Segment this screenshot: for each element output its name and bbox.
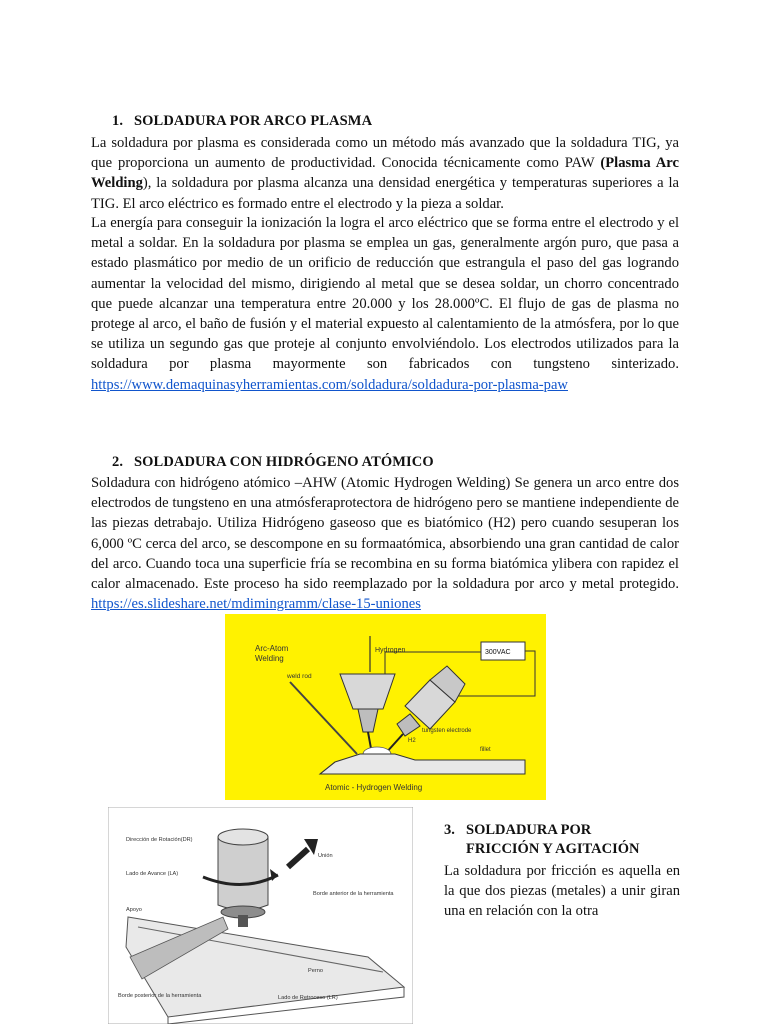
section-2-title: SOLDADURA CON HIDRÓGENO ATÓMICO — [134, 454, 434, 470]
section-1-paragraph-1 — [91, 133, 679, 214]
fig1-weld-rod: weld rod — [287, 673, 312, 680]
fig2-retroceso: Lado de Retroceso (LR) — [278, 995, 338, 1001]
fig1-voltage: 300VAC — [485, 649, 511, 656]
section-2-number: 2. — [112, 454, 124, 470]
section-1-bold-term: (Plasma Arc Welding — [91, 155, 679, 192]
section-1-paragraph-2 — [91, 213, 679, 395]
fig1-h2: H2 — [408, 738, 416, 744]
fig2-borde-anterior: Borde anterior de la herramienta — [313, 891, 394, 897]
fig1-hydrogen: Hydrogen — [375, 647, 406, 654]
section-2-paragraph — [91, 473, 679, 614]
section-3-text: La soldadura por fricción es aquella en la que dos piezas (metales) a unir giran una en relación con la otra — [444, 863, 680, 920]
fig1-title-line1: Arc-Atom — [255, 644, 289, 653]
fig2-apoyo: Apoyo — [126, 907, 142, 913]
fig1-fillet: fillet — [480, 747, 491, 753]
fig2-avance: Lado de Avance (LA) — [126, 871, 179, 877]
section-1-text-b: ), la soldadura por plasma alcanza una densidad energética y temperaturas superiores a la TIG. El arco eléctrico es formado entre el electrodo y la pieza a soldar. — [91, 175, 679, 212]
fig2-perno: Perno — [308, 968, 323, 974]
section-1-title: SOLDADURA POR ARCO PLASMA — [134, 113, 373, 129]
section-3-heading-line2 — [466, 841, 639, 858]
fig1-title-line2: Welding — [255, 654, 284, 663]
section-2-heading — [112, 454, 434, 471]
fig2-rotacion: Dirección de Rotación(DR) — [126, 837, 193, 843]
section-1-source-link[interactable]: https://www.demaquinasyherramientas.com/soldadura/soldadura-por-plasma-paw — [91, 376, 568, 393]
fig2-union: Unión — [318, 853, 333, 859]
fig1-tungsten: tungsten electrode — [422, 728, 472, 734]
section-3-heading — [444, 822, 591, 839]
friction-stir-welding-figure — [108, 807, 413, 1024]
rotating-tool — [218, 837, 268, 910]
fig2-borde-posterior: Borde posterior de la herramienta — [118, 993, 202, 999]
fig1-caption: Atomic - Hydrogen Welding — [325, 783, 423, 792]
atomic-hydrogen-welding-figure — [225, 614, 546, 800]
section-3-title-line2: FRICCIÓN Y AGITACIÓN — [466, 841, 640, 857]
section-2-source-link[interactable]: https://es.slideshare.net/mdimingramm/clase-15-uniones — [91, 596, 421, 613]
section-1-heading — [112, 113, 372, 130]
section-1-text-c: La energía para conseguir la ionización la logra el arco eléctrico que se forma entre el electrodo y el metal a soldar. En la soldadura por plasma se emplea un gas, generalmente argón puro, que pasa a estado plasmático por medio de un orificio de reducción que estrangula el paso del gas logrando aumentar la velocidad del mismo, dirigiendo al metal que se desea soldar, un chorro concentrado que puede alcanzar una temperatura entre 20.000 y los 28.000ºC. El flujo de gas de plasma no protege al arco, el baño de fusión y el material expuesto al calentamiento de la atmósfera, por lo que se utiliza un segundo gas que proteje al conjunto envolviéndolo. Los electrodos utilizados para la soldadura por plasma mayormente son fabricados con tungsteno sinterizado. — [91, 215, 679, 373]
section-3-number: 3. — [444, 822, 455, 838]
section-3-paragraph — [444, 861, 680, 922]
tool-top — [218, 829, 268, 845]
section-1-number: 1. — [112, 113, 124, 129]
section-2-text: Soldadura con hidrógeno atómico –AHW (Atomic Hydrogen Welding) Se genera un arco entre dos electrodos de tungsteno en una atmósferaprotectora de hidrógeno pero se mantiene independiente de las piezas detrabajo. Utiliza Hidrógeno gaseoso que es biatómico (H2) pero cuando sesuperan los 6,000 ºC cerca del arco, se descompone en su formaatómica, absorbiendo una gran cantidad de calor del arco. Cuando toca una superficie fría se recombina en su forma biatómica ylibera con rapidez el calor almacenado. Este proceso ha sido reemplazado por la soldadura por arco y metal protegido. — [91, 475, 679, 593]
section-1-text-a: La soldadura por plasma es considerada como un método más avanzado que la soldadura TIG, ya que proporciona un aumento de productividad. Conocida técnicamente como PAW — [91, 135, 679, 172]
tool-pin — [238, 915, 248, 927]
section-3-title-line1: SOLDADURA POR — [466, 822, 592, 838]
